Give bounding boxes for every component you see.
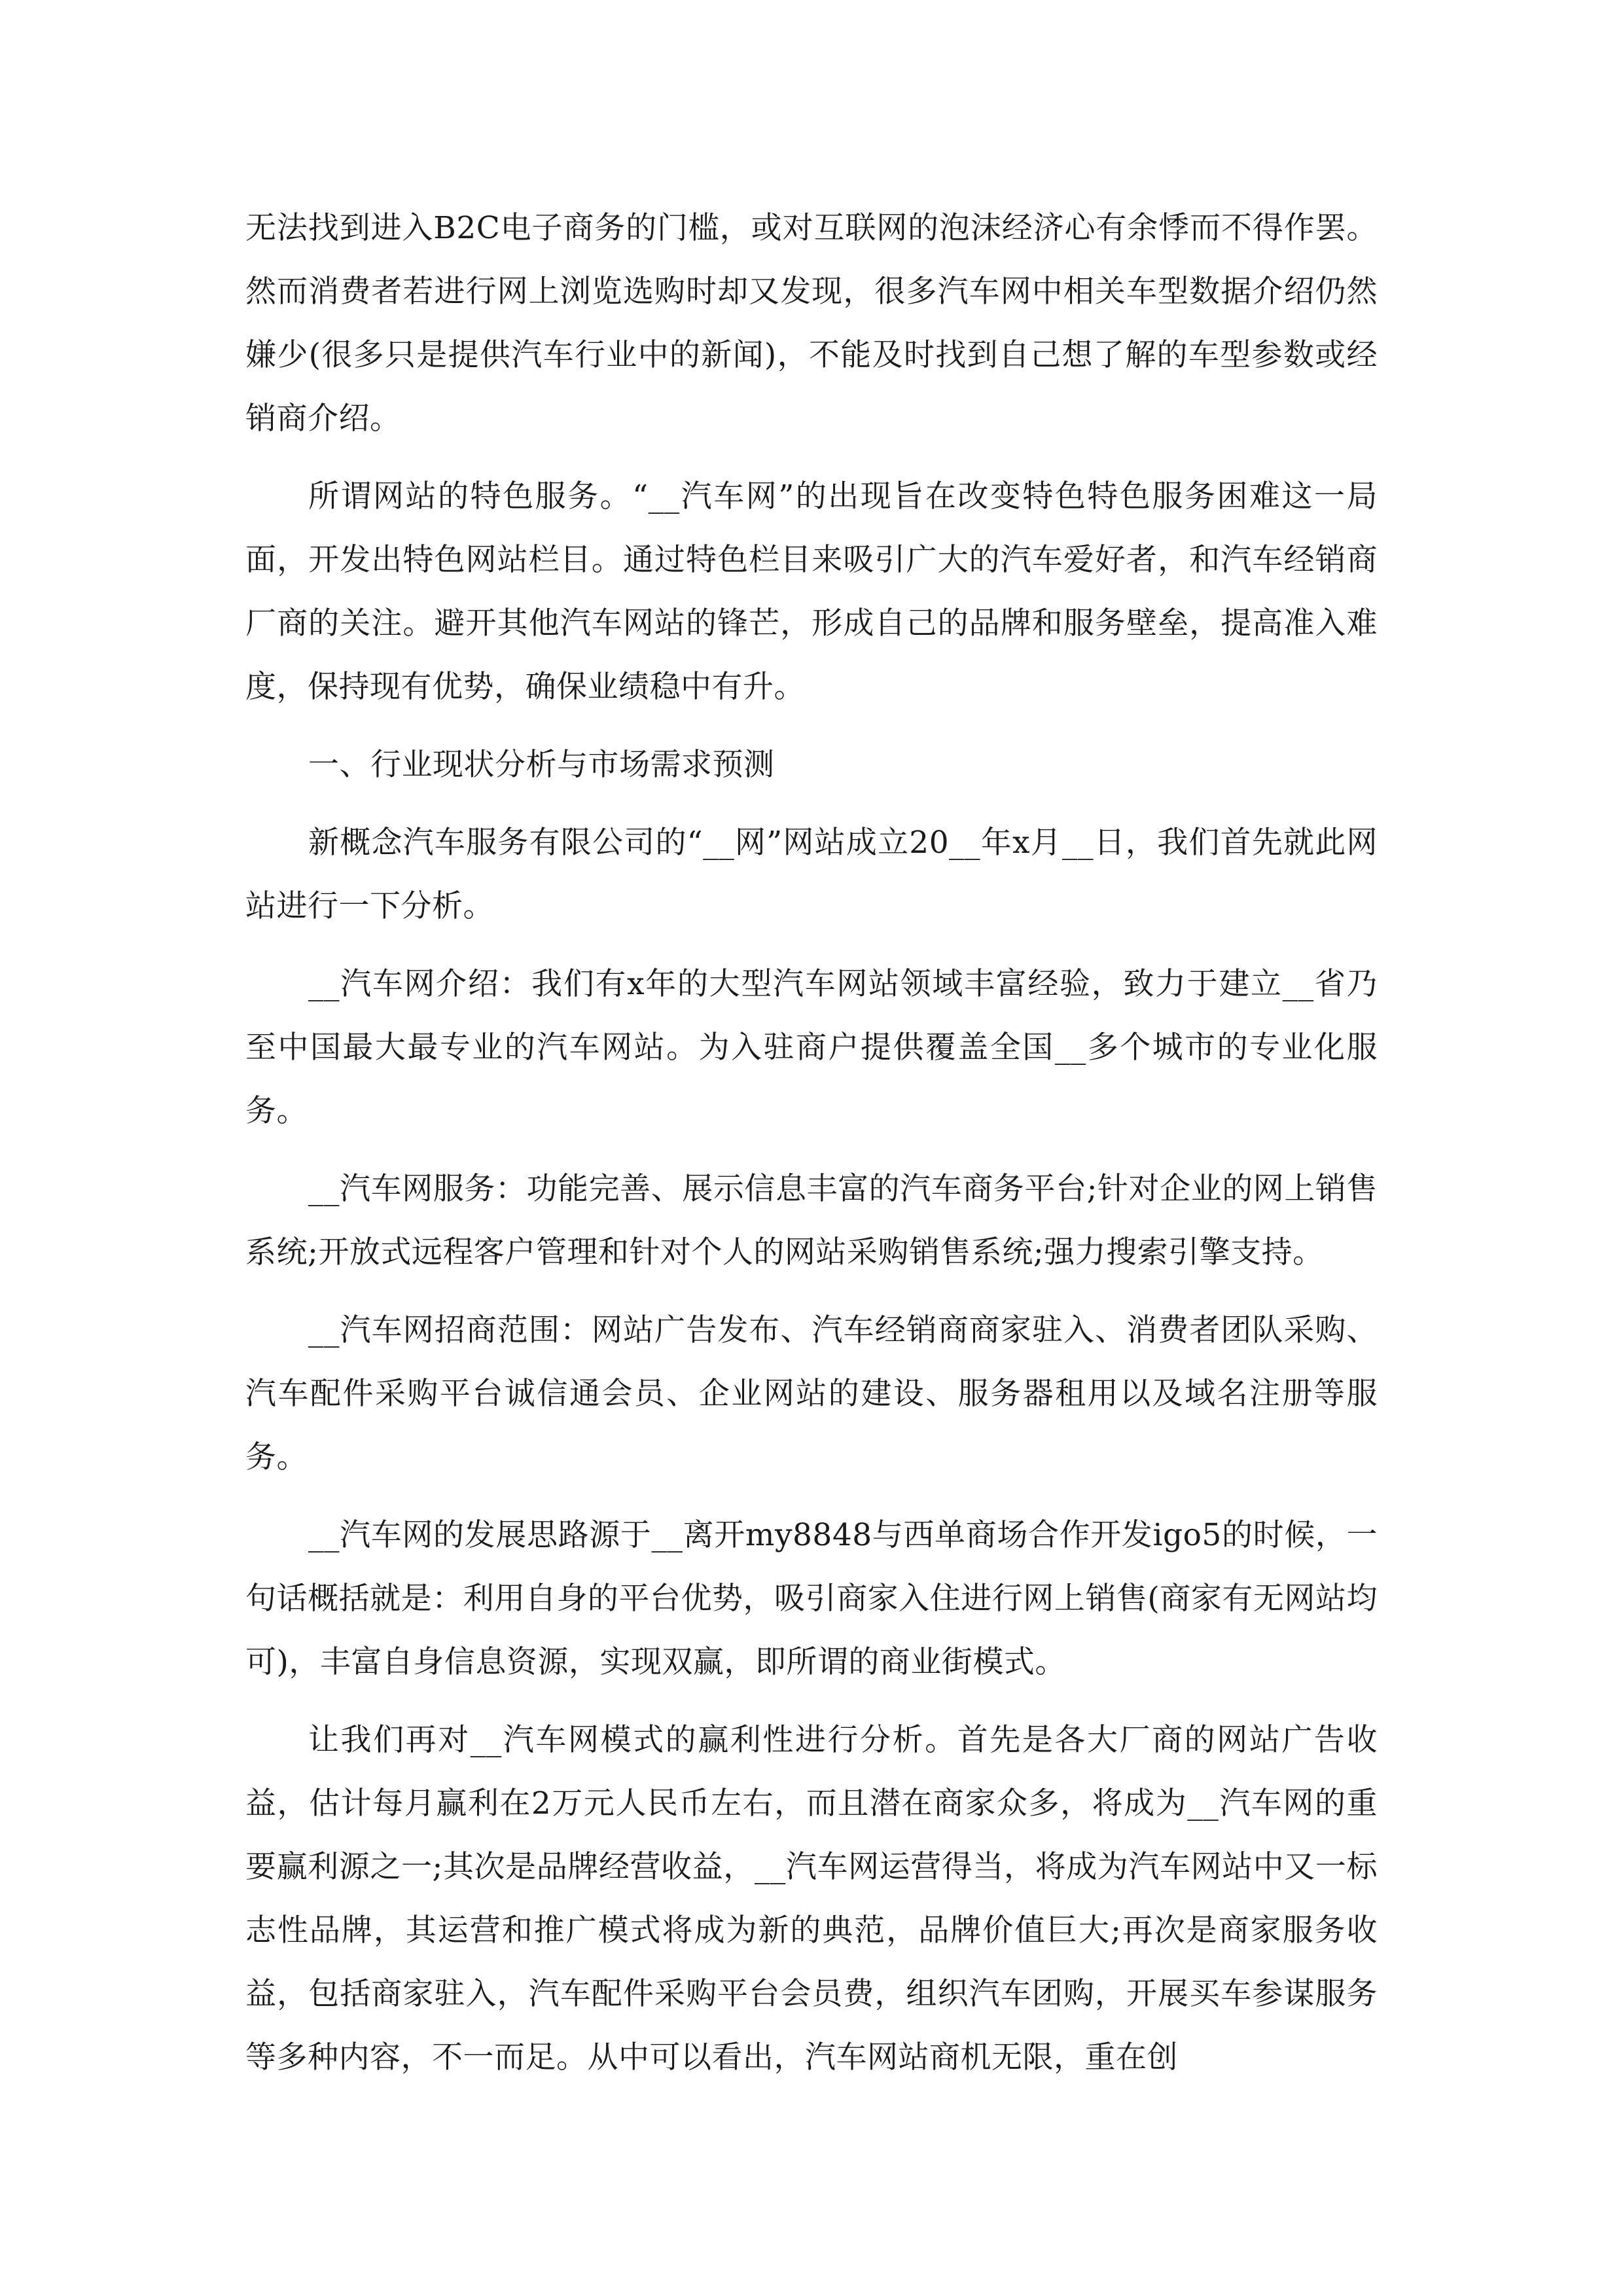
- paragraph-company-website: 新概念汽车服务有限公司的“__网”网站成立20__年x月__日，我们首先就此网站进行一下分析。: [245, 825, 1378, 924]
- document-body: [245, 196, 1378, 2104]
- paragraph-profitability-analysis: 让我们再对__汽车网模式的赢利性进行分析。首先是各大厂商的网站广告收益，估计每月赢利在2万元人民币左右，而且潜在商家众多，将成为__汽车网的重要赢利源之一;其次是品牌经营收益，__汽车网运营得当，将成为汽车网站中又一标志性品牌，其运营和推广模式将成为新的典范，品牌价值巨大;再次是商家服务收益，包括商家驻入，汽车配件采购平台会员费，组织汽车团购，开展买车参谋服务等多种内容，不一而足。从中可以看出，汽车网站商机无限，重在创: [245, 1722, 1378, 2075]
- paragraph-site-services: __汽车网服务：功能完善、展示信息丰富的汽车商务平台;针对企业的网上销售系统;开放式远程客户管理和针对个人的网站采购销售系统;强力搜索引擎支持。: [245, 1171, 1378, 1270]
- paragraph-development-idea: __汽车网的发展思路源于__离开my8848与西单商场合作开发igo5的时候，一句话概括就是：利用自身的平台优势，吸引商家入住进行网上销售(商家有无网站均可)，丰富自身信息资源，实现双赢，即所谓的商业街模式。: [245, 1517, 1378, 1680]
- paragraph-featured-services: 所谓网站的特色服务。“__汽车网”的出现旨在改变特色特色服务困难这一局面，开发出特色网站栏目。通过特色栏目来吸引广大的汽车爱好者，和汽车经销商厂商的关注。避开其他汽车网站的锋芒，形成自己的品牌和服务壁垒，提高准入难度，保持现有优势，确保业绩稳中有升。: [245, 478, 1378, 705]
- paragraph-intro-continuation: 无法找到进入B2C电子商务的门槛，或对互联网的泡沫经济心有余悸而不得作罢。然而消费者若进行网上浏览选购时却又发现，很多汽车网中相关车型数据介绍仍然嫌少(很多只是提供汽车行业中的新闻)，不能及时找到自己想了解的车型参数或经销商介绍。: [245, 210, 1378, 437]
- paragraph-site-introduction: __汽车网介绍：我们有x年的大型汽车网站领域丰富经验，致力于建立__省乃至中国最大最专业的汽车网站。为入驻商户提供覆盖全国__多个城市的专业化服务。: [245, 966, 1378, 1129]
- section-heading-industry-analysis: 一、行业现状分析与市场需求预测: [308, 747, 775, 783]
- paragraph-investment-scope: __汽车网招商范围：网站广告发布、汽车经销商商家驻入、消费者团队采购、汽车配件采购平台诚信通会员、企业网站的建设、服务器租用以及域名注册等服务。: [245, 1312, 1378, 1475]
